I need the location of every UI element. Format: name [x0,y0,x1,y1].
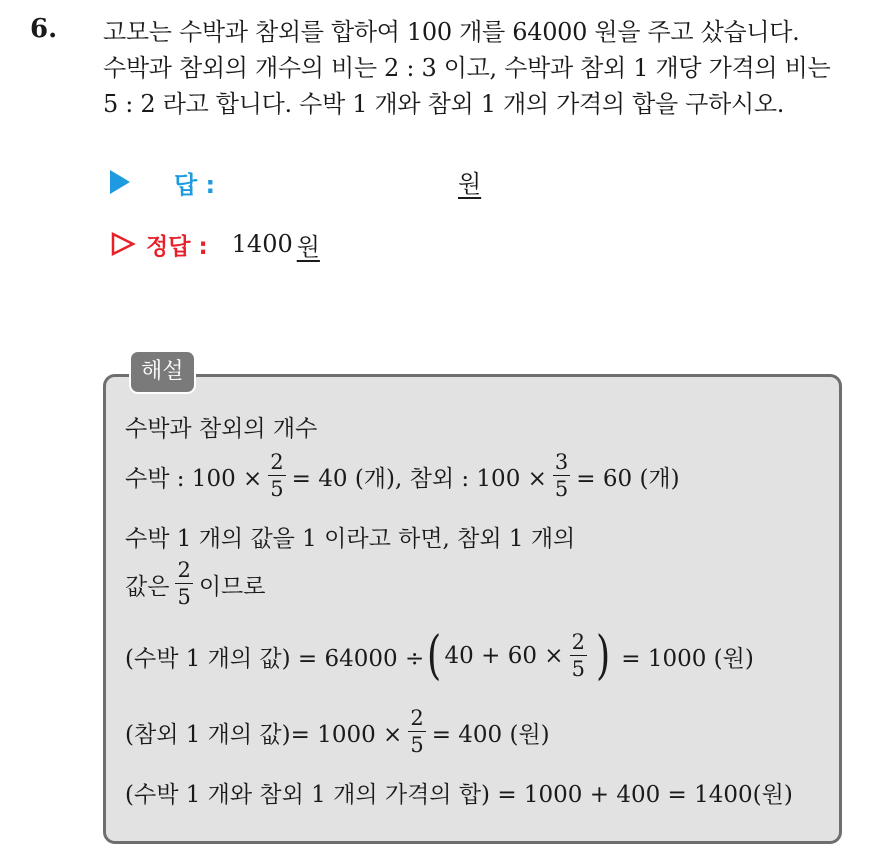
question-line-2: 수박과 참외의 개수의 비는 2 : 3 이고, 수박과 참외 1 개당 가격의 비는 [103,54,831,82]
solution-label: 정답 : [146,233,208,260]
denominator: 5 [270,477,284,501]
numerator: 3 [554,450,569,474]
right-paren: ) [595,626,611,686]
solution-row [110,227,320,261]
fraction [175,560,192,608]
numerator: 2 [571,630,585,654]
question-text [103,14,873,122]
explanation-line-4 [125,560,265,608]
text: 수박 1 개의 값을 1 이라고 하면, 참외 1 개의 [125,526,576,552]
text: = 400 (원) [431,721,550,748]
left-paren: ( [427,626,442,686]
explanation-line-1 [125,410,317,443]
solution-unit: 원 [296,232,320,261]
explanation-tag: 해설 [129,350,196,394]
text: (수박 1 개의 값) = 64000 ÷ [125,645,425,672]
solution-value: 1400 [231,230,293,258]
text: (수박 1 개와 참외 1 개의 가격의 합) = 1000 + 400 = 1400(원) [125,782,793,808]
fraction [268,452,285,500]
numerator: 2 [177,558,191,582]
question-line-1: 고모는 수박과 참외를 합하여 100 개를 64000 원을 주고 샀습니다. [103,18,800,46]
text: = 40 (개), 참외 : 100 × [291,465,547,492]
fraction [570,632,587,680]
text: 이므로 [198,573,266,600]
answer-label: 답 : [174,170,216,199]
explanation-line-6 [125,708,550,756]
text: = 1000 (원) [621,645,754,672]
fraction [408,708,425,756]
question-line-3: 5 : 2 라고 합니다. 수박 1 개와 참외 1 개의 가격의 합을 구하시오. [103,90,785,118]
explanation-line-5 [125,626,754,686]
text: 수박 : 100 × [125,465,263,492]
fraction [553,452,570,500]
text: 수박과 참외의 개수 [125,416,318,442]
explanation-line-7 [125,776,793,809]
numerator: 2 [410,706,424,730]
filled-triangle-icon [110,170,130,194]
denominator: 5 [410,733,424,757]
numerator: 2 [270,450,284,474]
text: (참외 1 개의 값)= 1000 × [125,721,403,748]
denominator: 5 [571,657,585,681]
outline-triangle-icon [110,231,136,257]
text: 40 + 60 × [444,643,564,669]
text: 값은 [125,573,170,600]
denominator: 5 [177,585,191,609]
denominator: 5 [554,477,569,501]
explanation-box [103,374,842,844]
answer-unit: 원 [458,170,482,198]
answer-row [110,166,215,198]
text: = 60 (개) [576,465,680,492]
explanation-line-3 [125,520,575,553]
explanation-line-2 [125,452,680,500]
question-number: 6. [30,14,58,44]
